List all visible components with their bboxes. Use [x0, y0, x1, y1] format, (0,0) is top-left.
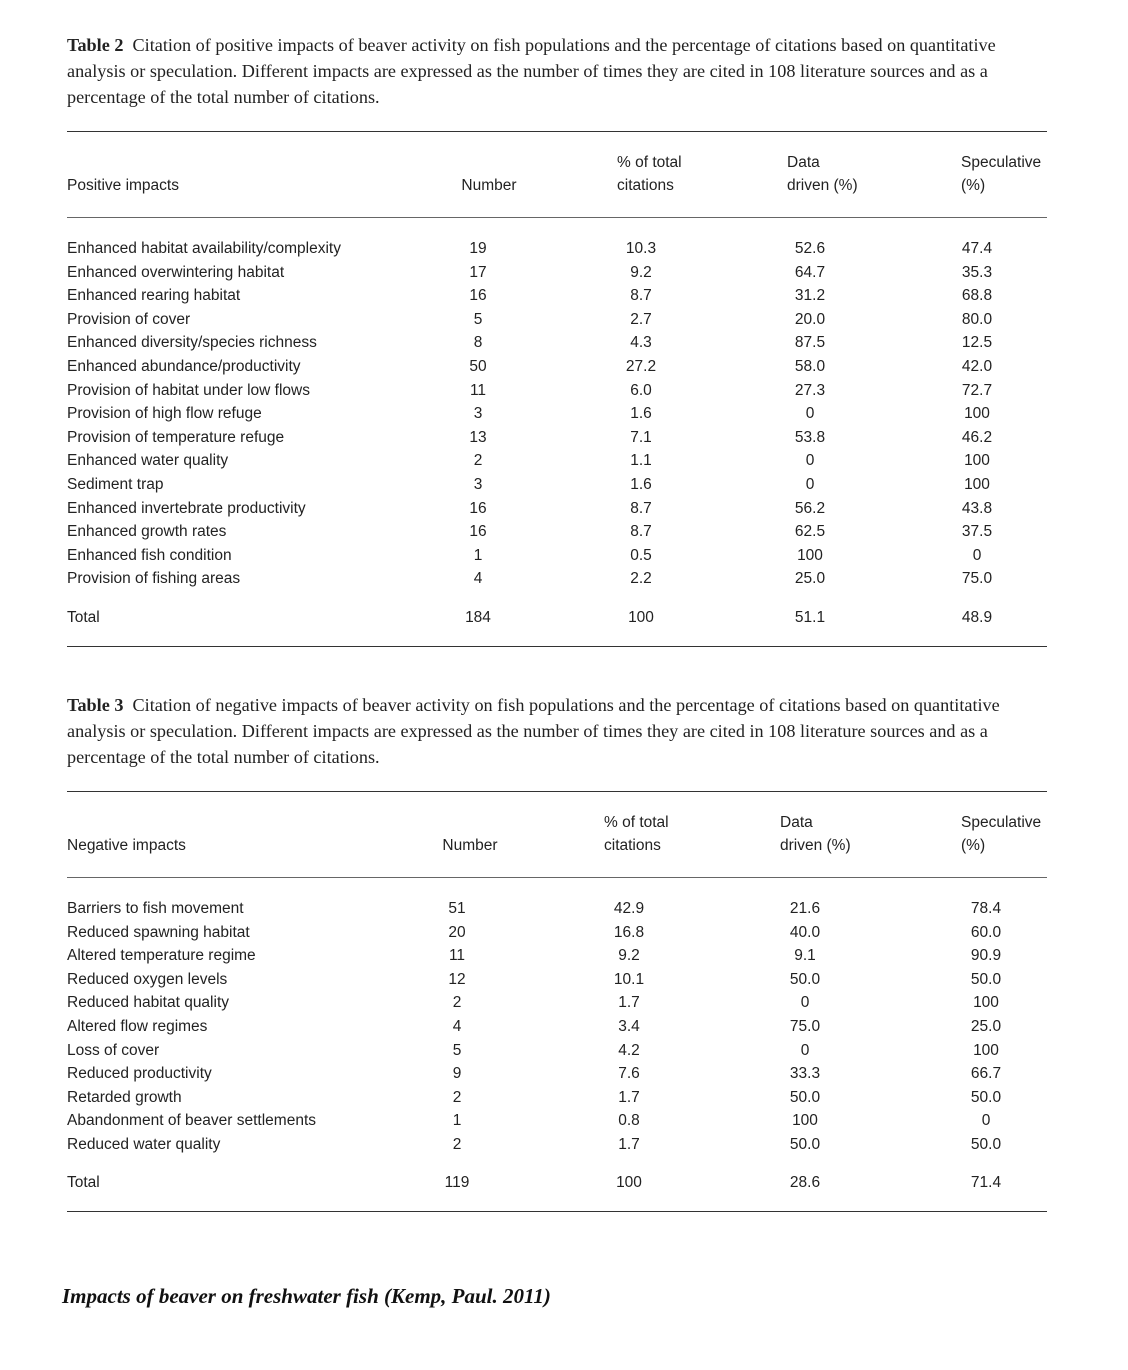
table-row-pct: 27.2 — [625, 358, 657, 375]
table-row-number: 2 — [473, 452, 483, 470]
table2-top-rule — [67, 131, 1047, 132]
table-row-impact: Retarded growth — [67, 1088, 182, 1106]
table-row-spec: 68.8 — [961, 287, 993, 305]
table-row-spec: 43.8 — [961, 499, 993, 517]
table-row-data: 21.6 — [789, 900, 821, 917]
table-row-impact: Enhanced abundance/productivity — [67, 358, 301, 375]
table-row-pct: 3.4 — [618, 1018, 640, 1035]
table-row-number: 9 — [452, 1065, 462, 1083]
table-row-number: 2 — [452, 1136, 462, 1153]
table-row-number: 16 — [469, 287, 487, 305]
table-row-spec: 47.4 — [961, 240, 993, 257]
header-spec-line2: (%) — [961, 837, 986, 854]
table-row-spec: 50.0 — [970, 1136, 1002, 1153]
table-row-impact: Enhanced water quality — [67, 452, 229, 470]
table-row-data: 87.5 — [794, 334, 826, 352]
table-row-impact: Reduced oxygen levels — [67, 970, 228, 988]
table-row-pct: 1.7 — [618, 1088, 640, 1106]
table-row-number: 11 — [448, 947, 466, 965]
table-row-spec: 60.0 — [970, 923, 1002, 941]
table-row-number: 5 — [452, 1041, 462, 1059]
header-pct-line1: % of total — [604, 814, 669, 831]
header-impact: Negative impacts — [67, 837, 186, 854]
total-row-data: 28.6 — [789, 1174, 821, 1191]
header-pct-line1: % of total — [617, 154, 682, 171]
total-row-impact: Total — [67, 609, 100, 626]
table-row-number: 5 — [473, 310, 483, 328]
table-row-spec: 46.2 — [961, 428, 993, 446]
table-row-number: 4 — [452, 1018, 462, 1035]
table-row-pct: 0.5 — [630, 546, 652, 564]
table-row-impact: Provision of high flow refuge — [67, 405, 262, 423]
table-row-spec: 42.0 — [961, 358, 993, 375]
table-row-number: 2 — [452, 1088, 462, 1106]
table3-header-rule — [67, 877, 1047, 878]
table2-caption — [67, 32, 1057, 110]
table-row-impact: Altered flow regimes — [67, 1018, 208, 1035]
table-row-pct: 0.8 — [618, 1112, 640, 1130]
table-row-number: 1 — [473, 546, 483, 564]
header-spec-line2: (%) — [961, 177, 986, 194]
table-row-data: 0 — [800, 994, 810, 1012]
table2-label: Table 2 — [67, 35, 124, 55]
table-row-pct: 1.1 — [630, 452, 652, 470]
table-row-spec: 100 — [964, 452, 990, 470]
table-row-spec: 78.4 — [970, 900, 1002, 917]
table2-header-rule — [67, 217, 1047, 218]
table-row-spec: 50.0 — [970, 970, 1002, 988]
table-row-data: 0 — [805, 452, 815, 470]
table-row-spec: 12.5 — [961, 334, 993, 352]
total-row-number: 119 — [444, 1174, 470, 1191]
header-number: Number — [442, 837, 498, 854]
table-row-data: 52.6 — [794, 240, 826, 257]
table-row-impact: Enhanced habitat availability/complexity — [67, 240, 341, 257]
table-row-spec: 0 — [972, 546, 982, 564]
table-row-impact: Provision of temperature refuge — [67, 428, 285, 446]
table-row-spec: 72.7 — [961, 381, 993, 399]
table-row-impact: Enhanced diversity/species richness — [67, 334, 317, 352]
table-row-spec: 25.0 — [970, 1018, 1002, 1035]
total-row-impact: Total — [67, 1174, 100, 1191]
table-row-impact: Provision of cover — [67, 310, 191, 328]
table2-bottom-rule — [67, 646, 1047, 647]
table-row-data: 56.2 — [794, 499, 826, 517]
total-row-pct: 100 — [628, 609, 654, 626]
table-row-data: 27.3 — [794, 381, 826, 399]
table-row-impact: Altered temperature regime — [67, 947, 256, 965]
table-row-data: 50.0 — [789, 1136, 821, 1153]
total-row-spec: 71.4 — [970, 1174, 1002, 1191]
header-pct-line2: citations — [617, 177, 674, 194]
table-row-pct: 1.6 — [630, 476, 652, 493]
table-row-number: 16 — [469, 499, 487, 517]
total-row-number: 184 — [465, 609, 491, 626]
table3-caption-text: Citation of negative impacts of beaver activity on fish populations and the percentage of citations based on quantitative analysis or speculation. Different impacts are expressed as the number of times they are cited in 108 literature sources and as a percentage of the total number of citations. — [67, 695, 1000, 767]
table-row-spec: 100 — [964, 476, 990, 493]
table-row-data: 0 — [805, 405, 815, 423]
table-row-pct: 9.2 — [618, 947, 640, 965]
header-spec-line1: Speculative — [961, 154, 1042, 171]
table-row-impact: Enhanced overwintering habitat — [67, 263, 285, 281]
table-row-data: 100 — [797, 546, 823, 564]
table-row-data: 50.0 — [789, 1088, 821, 1106]
table-row-number: 17 — [469, 263, 487, 281]
header-data-line2: driven (%) — [780, 837, 851, 854]
table-row-data: 31.2 — [794, 287, 826, 305]
table-row-pct: 2.7 — [630, 310, 652, 328]
source-citation: Impacts of beaver on freshwater fish (Kemp, Paul. 2011) — [62, 1284, 551, 1308]
table-row-number: 1 — [452, 1112, 462, 1130]
table-row-pct: 42.9 — [613, 900, 645, 917]
table-row-impact: Enhanced rearing habitat — [67, 287, 241, 305]
table-row-pct: 1.7 — [618, 1136, 640, 1153]
table-row-number: 50 — [469, 358, 487, 375]
table-row-number: 3 — [473, 405, 483, 423]
table-row-impact: Enhanced fish condition — [67, 546, 232, 564]
table-row-pct: 6.0 — [630, 381, 652, 399]
table3-label: Table 3 — [67, 695, 124, 715]
table-row-impact: Enhanced growth rates — [67, 523, 227, 541]
header-data-line1: Data — [780, 814, 813, 831]
table-row-spec: 37.5 — [961, 523, 993, 541]
table-row-impact: Reduced spawning habitat — [67, 923, 250, 941]
table-row-data: 75.0 — [789, 1018, 821, 1035]
table-row-data: 62.5 — [794, 523, 826, 541]
table-row-pct: 1.6 — [630, 405, 652, 423]
table-row-number: 4 — [473, 570, 483, 588]
table-row-pct: 4.3 — [630, 334, 652, 352]
table-row-pct: 8.7 — [630, 499, 652, 517]
table-row-data: 9.1 — [794, 947, 816, 965]
table-row-impact: Barriers to fish movement — [67, 900, 244, 917]
table-row-spec: 80.0 — [961, 310, 993, 328]
table-row-number: 19 — [469, 240, 487, 257]
table-row-number: 2 — [452, 994, 462, 1012]
table3-caption — [67, 692, 1057, 770]
table-row-number: 8 — [473, 334, 483, 352]
table-row-impact: Loss of cover — [67, 1041, 160, 1059]
table-row-pct: 2.2 — [630, 570, 652, 588]
table-row-number: 20 — [448, 923, 466, 941]
table-row-spec: 66.7 — [970, 1065, 1002, 1083]
table-row-spec: 35.3 — [961, 263, 993, 281]
table-row-data: 0 — [800, 1041, 810, 1059]
header-data-line2: driven (%) — [787, 177, 858, 194]
table-row-data: 58.0 — [794, 358, 826, 375]
header-impact: Positive impacts — [67, 177, 179, 194]
table-row-spec: 100 — [973, 1041, 999, 1059]
table-row-data: 50.0 — [789, 970, 821, 988]
table-row-pct: 8.7 — [630, 523, 652, 541]
header-data-line1: Data — [787, 154, 820, 171]
table-row-pct: 1.7 — [618, 994, 640, 1012]
table-row-data: 0 — [805, 476, 815, 493]
table-row-spec: 90.9 — [970, 947, 1002, 965]
table-row-number: 12 — [448, 970, 466, 988]
table-row-impact: Provision of habitat under low flows — [67, 381, 310, 399]
table-row-impact: Reduced productivity — [67, 1065, 212, 1083]
total-row-data: 51.1 — [794, 609, 826, 626]
table-row-impact: Sediment trap — [67, 476, 164, 493]
table-row-spec: 0 — [981, 1112, 991, 1130]
table-row-data: 40.0 — [789, 923, 821, 941]
table-row-spec: 100 — [973, 994, 999, 1012]
header-spec-line1: Speculative — [961, 814, 1042, 831]
table-row-impact: Enhanced invertebrate productivity — [67, 499, 306, 517]
table-row-pct: 4.2 — [618, 1041, 640, 1059]
header-number: Number — [461, 177, 517, 194]
table-row-number: 13 — [469, 428, 487, 446]
table-row-number: 16 — [469, 523, 487, 541]
header-pct-line2: citations — [604, 837, 661, 854]
table-row-impact: Reduced water quality — [67, 1136, 221, 1153]
table-row-pct: 7.1 — [630, 428, 652, 446]
table-row-spec: 50.0 — [970, 1088, 1002, 1106]
table-row-pct: 16.8 — [613, 923, 645, 941]
table-row-data: 33.3 — [789, 1065, 821, 1083]
table2-caption-text: Citation of positive impacts of beaver activity on fish populations and the percentage of citations based on quantitative analysis or speculation. Different impacts are expressed as the number of times they are cited in 108 literature sources and as a percentage of the total number of citations. — [67, 35, 996, 107]
table-row-pct: 8.7 — [630, 287, 652, 305]
table-row-impact: Reduced habitat quality — [67, 994, 230, 1012]
table3-top-rule — [67, 791, 1047, 792]
table-row-data: 20.0 — [794, 310, 826, 328]
table-row-impact: Provision of fishing areas — [67, 570, 241, 588]
table-row-spec: 75.0 — [961, 570, 993, 588]
total-row-pct: 100 — [616, 1174, 642, 1191]
table-row-data: 25.0 — [794, 570, 826, 588]
table-row-pct: 10.1 — [613, 970, 645, 988]
table3-bottom-rule — [67, 1211, 1047, 1212]
table-row-data: 100 — [792, 1112, 818, 1130]
table-row-number: 51 — [448, 900, 466, 917]
table-row-pct: 9.2 — [630, 263, 652, 281]
table-row-data: 64.7 — [794, 263, 826, 281]
total-row-spec: 48.9 — [961, 609, 993, 626]
table-row-spec: 100 — [964, 405, 990, 423]
table-row-pct: 10.3 — [625, 240, 657, 257]
table-row-number: 3 — [473, 476, 483, 493]
table-row-data: 53.8 — [794, 428, 826, 446]
table-row-impact: Abandonment of beaver settlements — [67, 1112, 317, 1130]
table-row-number: 11 — [469, 381, 487, 399]
table-row-pct: 7.6 — [618, 1065, 640, 1083]
